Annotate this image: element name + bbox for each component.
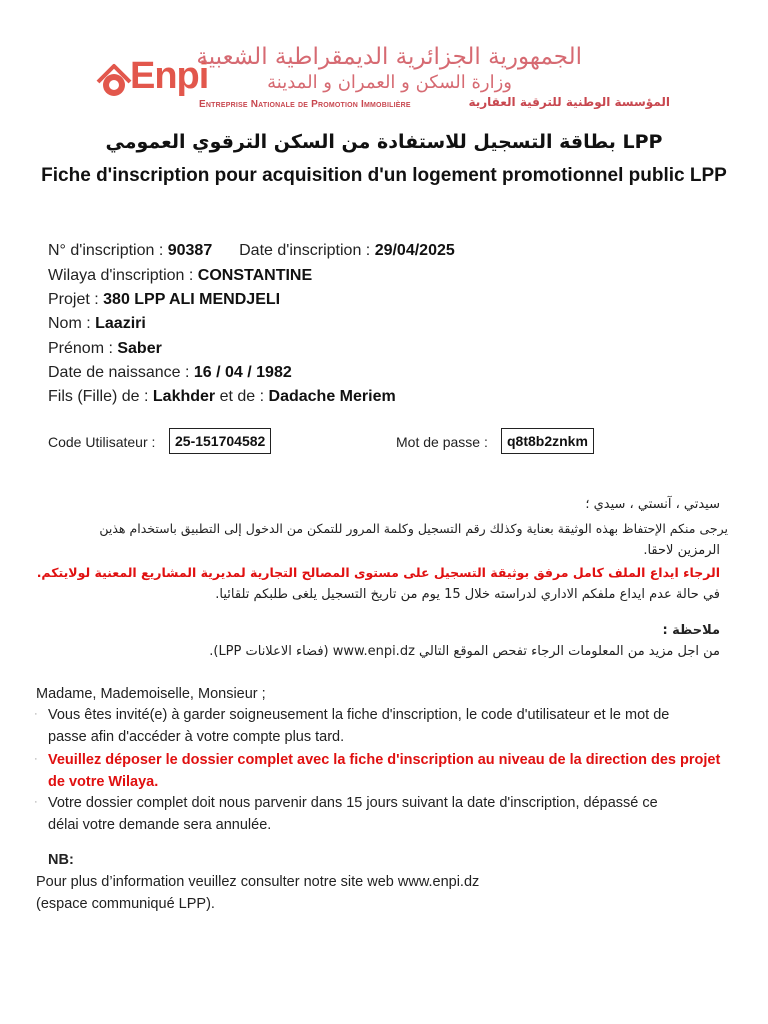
bullet-1-line-1: Vous êtes invité(e) à garder soigneusement la fiche d'inscription, le code d'utilisateur et le mot de xyxy=(48,707,670,723)
password-label: Mot de passe : xyxy=(396,434,488,450)
arabic-note-label: ملاحظة : xyxy=(662,623,720,638)
user-code-label: Code Utilisateur : xyxy=(48,434,156,450)
nb-line-1: Pour plus d’information veuillez consulter notre site web www.enpi.dz xyxy=(36,874,480,890)
prenom-value: Saber xyxy=(117,340,162,357)
bullet-2-line-2: de votre Wilaya. xyxy=(48,774,159,790)
projet-line: Projet : 380 LPP ALI MENDJELI xyxy=(48,291,281,308)
bullet-2: · xyxy=(34,753,38,765)
bullet-3: · xyxy=(34,796,38,808)
nom-value: Laaziri xyxy=(95,315,146,332)
arabic-red-line: الرجاء ايداع الملف كامل مرفق بوثيقة التسجيل على مستوى المصالح التجارية لمديرية المشاريع المعنية لولايتكم. xyxy=(36,565,720,580)
nb-line-2: (espace communiqué LPP). xyxy=(36,896,215,912)
naissance-line: Date de naissance : 16 / 04 / 1982 xyxy=(48,364,292,381)
bullet-2-line-1: Veuillez déposer le dossier complet avec la fiche d'inscription au niveau de la direction des projet xyxy=(48,752,721,768)
nb-label: NB: xyxy=(48,852,74,868)
bullet-1-line-2: passe afin d'accéder à votre compte plus tard. xyxy=(48,729,345,745)
nom-line: Nom : Laaziri xyxy=(48,315,146,332)
user-code-box: 25-151704582 xyxy=(169,428,271,454)
naissance-value: 16 / 04 / 1982 xyxy=(193,364,292,381)
arabic-line-2: الرمزين لاحقا. xyxy=(643,543,720,558)
logo-text: Enpi xyxy=(130,55,209,97)
arabic-line-3: في حالة عدم ايداع ملفكم الاداري لدراسته خلال 15 يوم من تاريخ التسجيل يلغى طلبكم تلقائيا. xyxy=(215,587,720,602)
enterprise-name-fr: Entreprise Nationale de Promotion Immobilière xyxy=(199,99,411,110)
inscription-date: 29/04/2025 xyxy=(374,242,455,259)
bullet-3-line-2: délai votre demande sera annulée. xyxy=(48,817,272,833)
title-french: Fiche d'inscription pour acquisition d'un logement promotionnel public LPP xyxy=(41,165,727,186)
arabic-greeting: سيدتي ، آنستي ، سيدي ؛ xyxy=(585,497,720,512)
ministry-title: وزارة السكن و العمران و المدينة xyxy=(267,72,512,93)
enterprise-name-ar: المؤسسة الوطنية للترقية العقارية xyxy=(468,95,670,109)
bullet-3-line-1: Votre dossier complet doit nous parvenir dans 15 jours suivant la date d'inscription, dépassé ce xyxy=(48,795,658,811)
projet-value: 380 LPP ALI MENDJELI xyxy=(103,291,281,308)
arabic-note-text: من اجل مزيد من المعلومات الرجاء تفحص الموقع التالي www.enpi.dz (فضاء الاعلانات LPP). xyxy=(209,644,720,659)
inscription-line: N° d'inscription : 90387 Date d'inscription : 29/04/2025 xyxy=(48,242,455,259)
parents-line: Fils (Fille) de : Lakhder et de : Dadache Meriem xyxy=(48,388,396,405)
password-box: q8t8b2znkm xyxy=(501,428,594,454)
french-greeting: Madame, Mademoiselle, Monsieur ; xyxy=(36,686,266,702)
arabic-line-1: يرجى منكم الإحتفاظ بهذه الوثيقة بعناية وكذلك رقم التسجيل وكلمة المرور للتمكن من الدخول إلى التطبيق باستخدام هذين xyxy=(99,521,728,536)
inscription-number: 90387 xyxy=(167,242,213,259)
father-name: Lakhder xyxy=(152,388,216,405)
wilaya-line: Wilaya d'inscription : CONSTANTINE xyxy=(48,267,313,284)
title-arabic: بطاقة التسجيل للاستفادة من السكن الترقوي العمومي LPP xyxy=(105,131,663,153)
prenom-line: Prénom : Saber xyxy=(48,340,162,357)
bullet-1: · xyxy=(34,708,38,720)
republic-title: الجمهورية الجزائرية الديمقراطية الشعبية xyxy=(196,44,582,70)
wilaya-value: CONSTANTINE xyxy=(197,267,313,284)
mother-name: Dadache Meriem xyxy=(268,388,396,405)
